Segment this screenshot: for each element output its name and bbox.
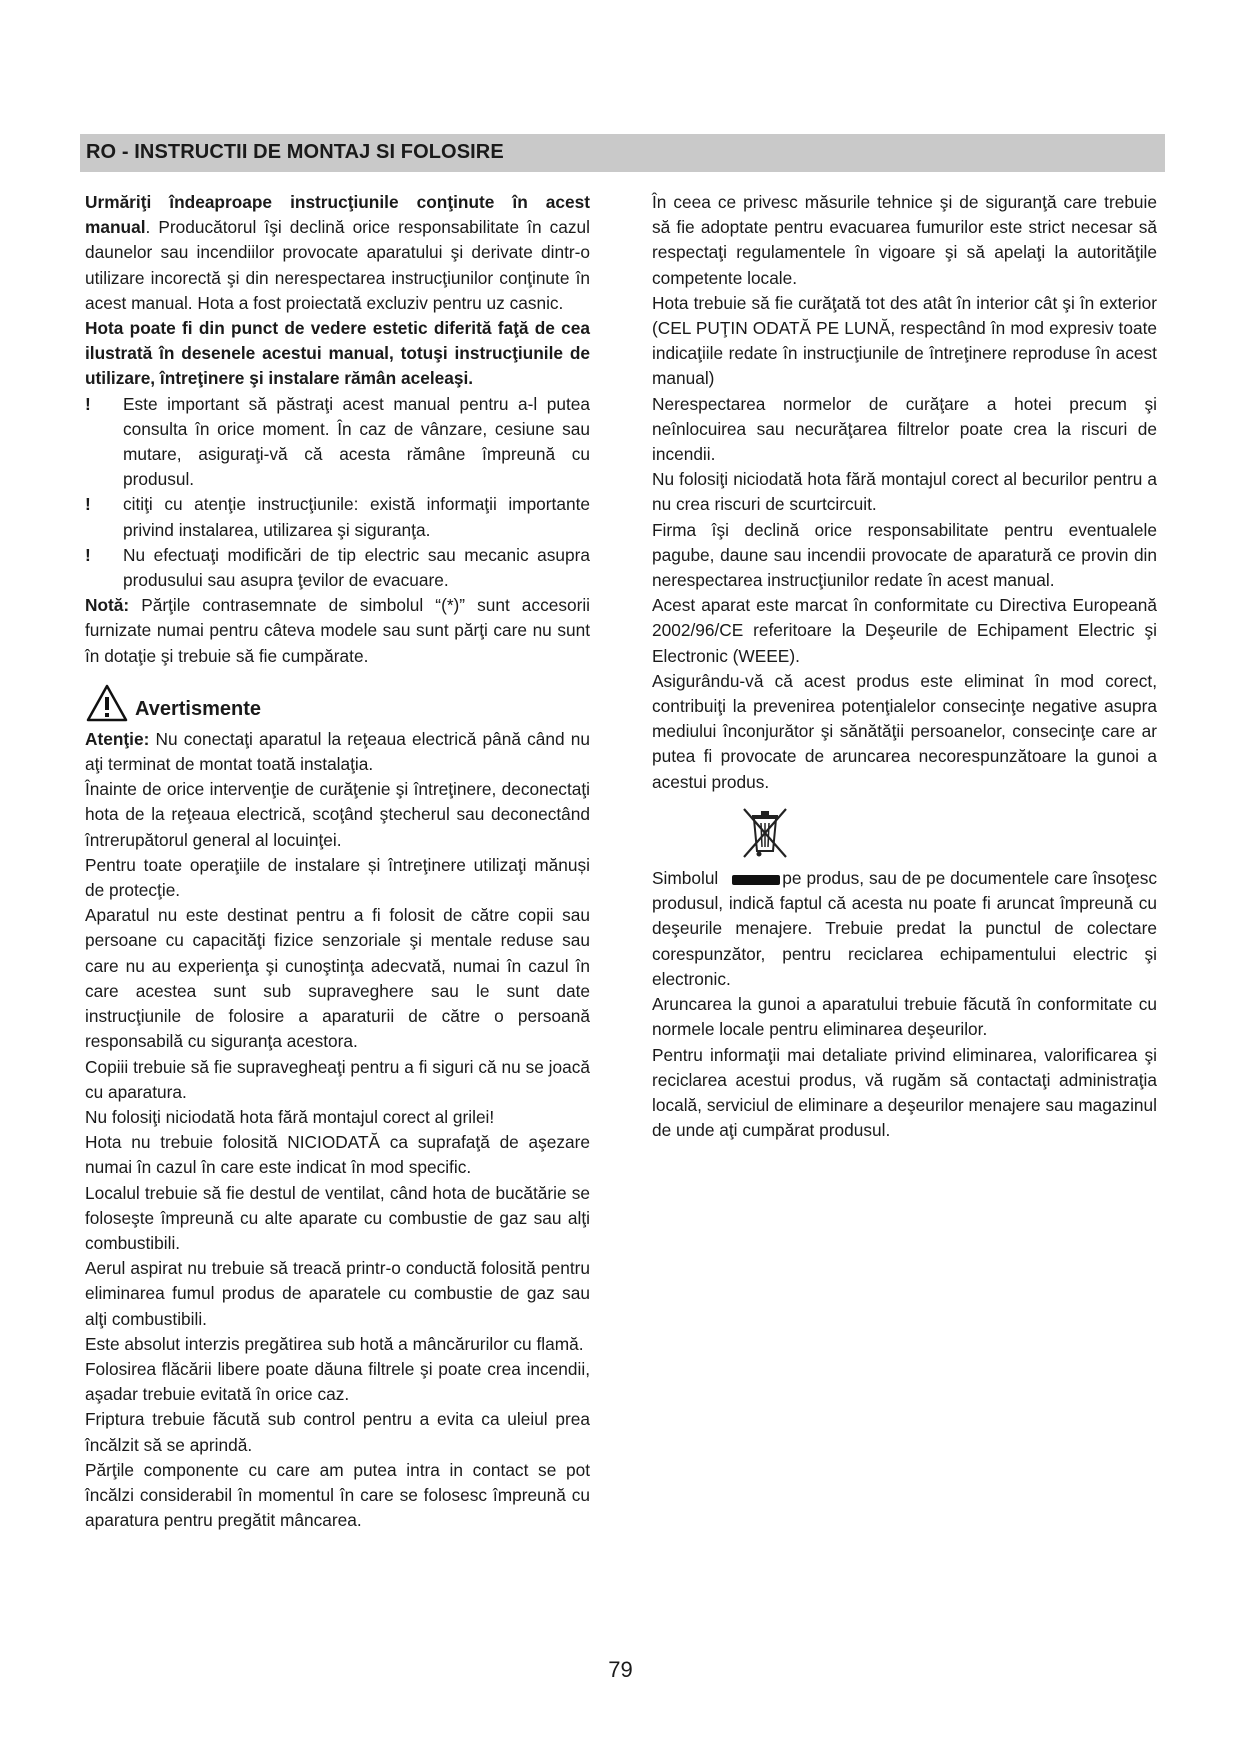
crossed-bin-weee-icon xyxy=(730,807,800,859)
note-label: Notă: xyxy=(85,595,130,616)
redacted-symbol-mark xyxy=(732,875,780,885)
info-paragraph: Firma îşi declină orice responsabilitate pentru eventualele pagube, daune sau incendii provocate de aparatură ce provin din nerespectarea instrucţiunilor redate în acest manual. xyxy=(652,519,1157,591)
intro-bold: Urmăriţi îndeaproape instrucţiunile conţinute în acest manual xyxy=(85,192,590,238)
info-paragraph: În ceea ce privesc măsurile tehnice şi de siguranţă care trebuie să fie adoptate pentru evacuarea fumurilor este strict necesar să respectaţi regulamentele în vigoare şi să apelaţi la autorităţile competente locale. xyxy=(652,192,1157,288)
symbol-paragraph xyxy=(652,866,1157,992)
warning-triangle-icon xyxy=(85,683,129,723)
attention-label: Atenţie: xyxy=(85,728,150,749)
warning-paragraph: Hota nu trebuie folosită NICIODATĂ ca suprafaţă de aşezare numai în cazul în care este indicat în mod specific. xyxy=(85,1132,590,1178)
attention-paragraph xyxy=(85,727,590,777)
info-paragraph: Asigurându-vă că acest produs este eliminat în mod corect, contribuiţi la prevenirea potenţialelor consecinţe negative asupra mediului înconjurător şi sănătăţii persoanelor, consecinţe care ar putea fi provocate de aruncarea necorespunzătoare la gunoi a acestui produs. xyxy=(652,670,1157,792)
bullet-item xyxy=(85,392,590,493)
page-number: 79 xyxy=(608,1657,633,1682)
bullet-mark: ! xyxy=(85,544,91,565)
info-paragraph: Nu folosiţi niciodată hota fără montajul corect al becurilor pentru a nu crea riscuri de scurtcircuit. xyxy=(652,469,1157,515)
info-paragraph: Pentru informaţii mai detaliate privind eliminarea, valorificarea şi reciclarea acestui produs, vă rugăm să contactaţi administraţia locală, serviciul de eliminare a deşeurilor menajere sau magazinul de unde aţi cumpărat produsul. xyxy=(652,1044,1157,1141)
info-paragraph: Nerespectarea normelor de curăţare a hotei precum şi neînlocuirea sau necurăţarea filtrelor poate crea la riscuri de incendii. xyxy=(652,393,1157,465)
info-paragraph: Aruncarea la gunoi a aparatului trebuie făcută în conformitate cu normele locale pentru eliminarea deşeurilor. xyxy=(652,994,1157,1040)
attention-text: Nu conectaţi aparatul la reţeaua electrică până când nu aţi terminat de montat toată instalaţia. xyxy=(85,728,590,775)
warning-paragraph: Înainte de orice intervenţie de curăţenie şi întreţinere, deconectaţi hota de la reţeaua electrică, scoţând ştecherul sau deconectând întrerupătorul general al locuinţei. xyxy=(85,779,590,850)
warning-paragraph: Folosirea flăcării libere poate dăuna filtrele şi poate crea incendii, aşadar trebuie evitată în orice caz. xyxy=(85,1358,590,1405)
warning-paragraph: Părţile componente cu care am putea intra in contact se pot încălzi considerabil în momentul în care se folosesc împreună cu aparatura pentru pregătit mâncarea. xyxy=(85,1459,590,1531)
warning-paragraph: Aparatul nu este destinat pentru a fi folosit de către copii sau persoane cu capacităţi fizice senzoriale şi mentale reduse sau care nu au experienţa şi cunoştinţa adecvată, numai în cazul în care acestea sunt sub supraveghere sau le sunt date instrucţiunile de folosire a aparaturii de către o persoană responsabilă cu siguranţa acestora. xyxy=(85,905,590,1052)
warning-paragraph: Este absolut interzis pregătirea sub hotă a mâncărurilor cu flamă. xyxy=(85,1333,584,1354)
bullet-item xyxy=(85,492,590,542)
bullet-mark: ! xyxy=(85,494,91,515)
bullet-text: Este important să păstraţi acest manual pentru a-l putea consulta în orice moment. În caz de vânzare, cesiune sau mutare, asiguraţi-vă că acesta rămâne împreună cu produsul. xyxy=(123,393,590,490)
intro-paragraph xyxy=(85,190,590,316)
warning-paragraph: Copiii trebuie să fie supravegheaţi pentru a fi siguri că nu se joacă cu aparatura. xyxy=(85,1056,590,1102)
intro-rest: . Producătorul îşi declină orice responsabilitate în cazul daunelor sau incendiilor provocate aparatului şi derivate dintr-o utilizare incorectă şi din nerespectarea instrucţiunilor conţinute în acest manual. Hota a fost proiectată excluziv pentru uz casnic. xyxy=(85,217,590,313)
bullet-text: citiţi cu atenţie instrucţiunile: există informaţii importante privind instalarea, utilizarea şi siguranţa. xyxy=(123,494,590,540)
info-paragraph: Acest aparat este marcat în conformitate cu Directiva Europeană 2002/96/CE referitoare la Deşeurile de Echipament Electric şi Electronic (WEEE). xyxy=(652,595,1157,666)
symbol-prefix: Simbolul xyxy=(652,868,719,889)
bullet-text: Nu efectuaţi modificări de tip electric sau mecanic asupra produsului sau asupra ţevilor de evacuare. xyxy=(123,544,590,591)
design-note-paragraph: Hota poate fi din punct de vedere estetic diferită faţă de cea ilustrată în desenele acestui manual, totuşi instrucţiunile de utilizare, întreţinere şi instalare rămân aceleaşi. xyxy=(85,318,590,389)
warnings-heading xyxy=(85,683,590,727)
note-text: Părţile contrasemnate de simbolul “(*)” sunt accesorii furnizate numai pentru câteva modele sau sunt părţi care nu sunt în dotaţie şi trebuie să fie cumpărate. xyxy=(85,595,590,666)
left-column xyxy=(85,190,590,1533)
warning-paragraph: Pentru toate operaţiile de instalare și întreţinere utilizaţi mănuși de protecţie. xyxy=(85,854,590,901)
symbol-text: pe produs, sau de pe documentele care însoţesc produsul, indică faptul că acesta nu poate fi aruncat împreună cu deşeurile menajere. Trebuie predat la punctul de colectare corespunzător, pentru reciclarea echipamentului electric şi electronic. xyxy=(652,868,1157,989)
warning-paragraph: Nu folosiţi niciodată hota fără montajul corect al grilei! xyxy=(85,1106,495,1127)
warning-paragraph: Friptura trebuie făcută sub control pentru a evita ca uleiul prea încălzit să se aprindă. xyxy=(85,1409,590,1455)
warning-paragraph: Localul trebuie să fie destul de ventilat, când hota de bucătărie se foloseşte împreună cu alte aparate cu combustie de gaz sau alţi combustibili. xyxy=(85,1182,590,1253)
right-column xyxy=(652,190,1157,1143)
bullet-mark: ! xyxy=(85,393,91,414)
section-header-bar xyxy=(80,134,1165,172)
section-title: RO - INSTRUCTII DE MONTAJ SI FOLOSIRE xyxy=(86,141,504,163)
warnings-title: Avertismente xyxy=(135,697,261,720)
warning-paragraph: Aerul aspirat nu trebuie să treacă printr-o conductă folosită pentru eliminarea fumul produs de aparatele cu combustie de gaz sau alţi combustibili. xyxy=(85,1258,590,1329)
note-paragraph xyxy=(85,593,590,669)
bullet-item xyxy=(85,543,590,593)
info-paragraph: Hota trebuie să fie curăţată tot des atât în interior cât şi în exterior (CEL PUŢIN ODATĂ PE LUNĂ, respectând în mod expresiv toate indicaţiile redate în instrucţiunile de întreţinere reproduse în acest manual) xyxy=(652,292,1157,389)
